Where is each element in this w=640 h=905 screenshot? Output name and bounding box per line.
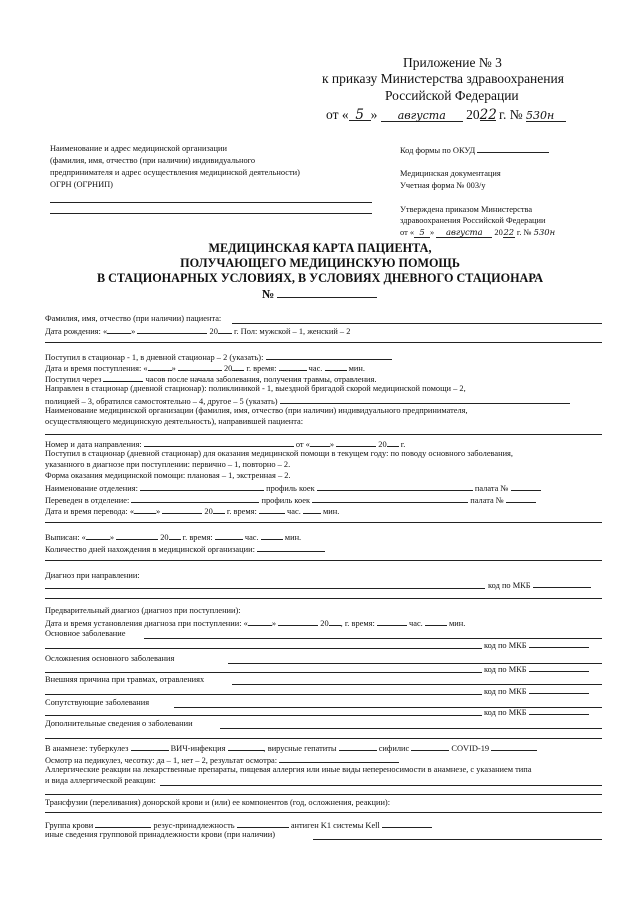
- tb-label: В анамнезе: туберкулез: [45, 744, 129, 753]
- main-disease-line-2[interactable]: [45, 648, 482, 649]
- tdt-hour[interactable]: [259, 505, 285, 514]
- dis-hour[interactable]: [215, 531, 243, 540]
- dob-quote: »: [131, 327, 136, 336]
- department-line: [45, 482, 541, 494]
- blood-group-field[interactable]: [95, 819, 151, 828]
- syphilis-field[interactable]: [411, 742, 449, 751]
- dept-room-field[interactable]: [511, 482, 541, 491]
- approved-handwritten-month: августа: [436, 227, 492, 238]
- main-mkb: [484, 639, 589, 651]
- after-hours[interactable]: [103, 373, 143, 382]
- hepatitis-field[interactable]: [339, 742, 377, 751]
- ref-century: 20: [378, 440, 387, 449]
- tdt-hour-label: час.: [287, 507, 301, 516]
- extra-info-label: Дополнительные сведения о заболевании: [45, 719, 193, 728]
- anamnesis-line: [45, 742, 537, 754]
- separator-1: [45, 342, 602, 343]
- dis-time-label: г. время:: [182, 533, 213, 542]
- date-prefix: от «: [326, 107, 349, 122]
- tdt-year[interactable]: [213, 505, 225, 514]
- date-mid: »: [370, 107, 378, 122]
- pdt-min-label: мин.: [448, 619, 466, 628]
- card-number-sign: №: [262, 287, 275, 301]
- separator-2: [45, 522, 602, 523]
- diag-referral-field[interactable]: [45, 588, 485, 589]
- doc-type-1: Медицинская документация: [400, 169, 501, 178]
- appendix-number: Приложение № 3: [403, 55, 502, 70]
- mkb-field-4[interactable]: [529, 685, 589, 694]
- trans-room-field[interactable]: [506, 494, 536, 503]
- current-year-2: указанного в диагнозе при поступлении: первично – 1, повторно – 2.: [45, 460, 291, 469]
- adm-century: 20: [223, 364, 233, 373]
- allergy-label-1: Аллергические реакции на лекарственные препараты, пищевая аллергия или иные виды непереносимости в анамнезе, с указанием типа: [45, 765, 532, 774]
- hepatitis-label: , вирусные гепатиты: [263, 744, 337, 753]
- discharge-line: [45, 531, 301, 543]
- appendix-order-line: к приказу Министерства здравоохранения: [322, 71, 564, 86]
- adm-day[interactable]: [148, 362, 172, 371]
- complications-mkb: [484, 663, 589, 675]
- trans-room-label: палата №: [470, 496, 504, 505]
- ref-org-1: Наименование медицинской организации (фамилия, имя, отчество (при наличии) индивидуального предпринимателя,: [45, 406, 468, 415]
- days-field[interactable]: [257, 543, 325, 552]
- sent-by-1: Направлен в стационар (дневной стационар): поликлиникой - 1, выездной бригадой скорой медицинской помощи – 2,: [45, 384, 466, 393]
- adm-label: Дата и время поступления: «: [45, 364, 148, 373]
- main-disease-label: Основное заболевание: [45, 629, 126, 638]
- ref-day[interactable]: [310, 438, 330, 447]
- ref-year[interactable]: [387, 438, 399, 447]
- hiv-label: ВИЧ-инфекция: [170, 744, 226, 753]
- adm-month[interactable]: [178, 362, 222, 371]
- complications-line-2[interactable]: [45, 672, 482, 673]
- dept-beds-field[interactable]: [317, 482, 473, 491]
- doc-type-2: Учетная форма № 003/у: [400, 181, 486, 190]
- adm-hour-label: час.: [308, 364, 323, 373]
- dob-day[interactable]: [107, 325, 131, 334]
- pdt-century: 20: [320, 619, 329, 628]
- covid-label: COVID-19: [451, 744, 490, 753]
- concomitant-line-2[interactable]: [45, 715, 482, 716]
- adm-min-label: мин.: [348, 364, 365, 373]
- sent-by-text: полицией – 3, обратился самостоятельно – 4, другое – 5 (указать): [45, 397, 278, 406]
- patient-name-field[interactable]: [232, 323, 602, 324]
- trans-beds-field[interactable]: [312, 494, 468, 503]
- lice-label: Осмотр на педикулез, чесотку: да – 1, нет – 2, результат осмотра:: [45, 756, 278, 765]
- covid-field[interactable]: [491, 742, 537, 751]
- admitted-field[interactable]: [266, 351, 392, 360]
- after-label: Поступил через: [45, 375, 102, 384]
- mkb-label-1: код по МКБ: [488, 581, 531, 590]
- org-line-1[interactable]: [50, 202, 372, 203]
- trans-field[interactable]: [131, 494, 259, 503]
- tdt-century: 20: [204, 507, 213, 516]
- concomitant-label: Сопутствующие заболевания: [45, 698, 150, 707]
- allergy-field[interactable]: [160, 785, 602, 786]
- appendix-federation: Российской Федерации: [385, 88, 519, 103]
- external-cause-line-2[interactable]: [45, 694, 482, 695]
- adm-time-label: г. время:: [246, 364, 277, 373]
- rh-field[interactable]: [237, 819, 289, 828]
- dis-hour-label: час.: [244, 533, 259, 542]
- external-cause-label: Внешняя причина при травмах, отравлениях: [45, 675, 205, 684]
- ref-org-field[interactable]: [45, 434, 602, 435]
- syphilis-label: сифилис: [378, 744, 410, 753]
- pdt-day[interactable]: [248, 617, 272, 626]
- sent-by-other[interactable]: [280, 395, 570, 404]
- ogrn-label: ОГРН (ОГРНИП): [50, 180, 113, 189]
- dis-year[interactable]: [169, 531, 181, 540]
- separator-4: [45, 738, 602, 739]
- approved-line-2: здравоохранения Российской Федерации: [400, 216, 546, 225]
- days-line: [45, 543, 325, 555]
- care-form: Форма оказания медицинской помощи: плановая – 1, экстренная – 2.: [45, 471, 291, 480]
- dis-month[interactable]: [116, 531, 158, 540]
- mkb-label-3: код по МКБ: [484, 665, 527, 674]
- dis-quote: »: [109, 533, 114, 542]
- ref-quote: »: [329, 440, 335, 449]
- org-name-label-1: Наименование и адрес медицинской организации: [50, 144, 227, 153]
- mkb-field-2[interactable]: [529, 639, 589, 648]
- org-name-label-3: предпринимателя и адрес осуществления медицинской деятельности): [50, 168, 300, 177]
- ref-month[interactable]: [336, 438, 376, 447]
- appendix-date-line: [326, 107, 566, 123]
- hiv-field[interactable]: [228, 742, 264, 751]
- ref-number[interactable]: [144, 438, 294, 447]
- card-number: [262, 287, 377, 301]
- prelim-datetime: [45, 617, 465, 629]
- dob-sex: г. Пол: мужской – 1, женский – 2: [234, 327, 351, 336]
- trans-label: Переведен в отделение:: [45, 496, 130, 505]
- pdt-hour[interactable]: [377, 617, 407, 626]
- tdt-min-label: мин.: [322, 507, 340, 516]
- dob-century: 20: [209, 327, 218, 336]
- current-year-1: Поступил в стационар (дневной стационар) для оказания медицинской помощи в текущем году: по поводу основного заболевания,: [45, 449, 514, 458]
- kell-label: антиген K1 системы Kell: [290, 821, 380, 830]
- dob-month[interactable]: [137, 325, 207, 334]
- days-label: Количество дней нахождения в медицинской организации:: [45, 545, 255, 554]
- adm-hour[interactable]: [279, 362, 307, 371]
- approved-date-mid: »: [430, 228, 435, 237]
- admitted-label: Поступил в стационар - 1, в дневной стационар – 2 (указать):: [45, 353, 264, 362]
- adm-min[interactable]: [325, 362, 347, 371]
- complications-label: Осложнения основного заболевания: [45, 654, 175, 663]
- approved-year-prefix: 20: [494, 228, 503, 237]
- pdt-hour-label: час.: [409, 619, 423, 628]
- handwritten-month: августа: [381, 108, 463, 122]
- handwritten-year: 22: [479, 107, 497, 123]
- diag-referral-line-2[interactable]: [45, 598, 602, 599]
- tdt-label: Дата и время перевода: «: [45, 507, 134, 516]
- concomitant-mkb: [484, 706, 589, 718]
- transfer-datetime: [45, 505, 339, 517]
- dept-beds-label: профиль коек: [266, 484, 315, 493]
- org-name-label-2: (фамилия, имя, отчество (при наличии) индивидуального: [50, 156, 256, 165]
- tb-field[interactable]: [131, 742, 169, 751]
- pdt-min[interactable]: [425, 617, 447, 626]
- blood-other-field[interactable]: [313, 839, 602, 840]
- title-line-1: МЕДИЦИНСКАЯ КАРТА ПАЦИЕНТА,: [208, 241, 432, 255]
- title-line-3: В СТАЦИОНАРНЫХ УСЛОВИЯХ, В УСЛОВИЯХ ДНЕВНОГО СТАЦИОНАРА: [96, 271, 544, 285]
- dis-label: Выписан: «: [45, 533, 86, 542]
- approved-line-1: Утверждена приказом Министерства: [400, 205, 533, 214]
- blood-other-label: иные сведения групповой принадлежности крови (при наличии): [45, 830, 276, 839]
- ref-label: Номер и дата направления:: [45, 440, 142, 449]
- allergy-label-2: и вида аллергической реакции:: [45, 776, 156, 785]
- separator-5: [45, 794, 602, 795]
- approved-handwritten-year: 22: [503, 227, 515, 237]
- dis-min[interactable]: [261, 531, 283, 540]
- approved-date-prefix: от «: [400, 228, 415, 237]
- dis-century: 20: [160, 533, 169, 542]
- card-number-field[interactable]: [277, 289, 377, 298]
- diag-referral-mkb: [488, 579, 591, 591]
- okud-label: [400, 144, 549, 156]
- mkb-label-4: код по МКБ: [484, 687, 527, 696]
- approved-number-prefix: г. №: [516, 228, 532, 237]
- transfusion-field[interactable]: [45, 812, 602, 813]
- lice-field[interactable]: [279, 754, 399, 763]
- pdt-month[interactable]: [278, 617, 318, 626]
- dept-label: Наименование отделения:: [45, 484, 138, 493]
- mkb-field-1[interactable]: [533, 579, 591, 588]
- pdt-quote: »: [271, 619, 277, 628]
- dis-day[interactable]: [86, 531, 110, 540]
- approved-handwritten-number: 530н: [533, 227, 556, 237]
- extra-info-field[interactable]: [220, 728, 602, 729]
- tdt-day[interactable]: [134, 505, 156, 514]
- tdt-quote: »: [156, 507, 161, 516]
- approved-date-line: [400, 227, 555, 238]
- tdt-month[interactable]: [162, 505, 202, 514]
- ref-org-2: осуществляющего медицинскую деятельность), направившей пациента:: [45, 417, 304, 426]
- number-prefix: г. №: [498, 107, 523, 122]
- pdt-time-label: , г. время:: [340, 619, 375, 628]
- title-line-2: ПОЛУЧАЮЩЕГО МЕДИЦИНСКУЮ ПОМОЩЬ: [180, 256, 460, 270]
- okud-field[interactable]: [477, 144, 549, 153]
- handwritten-order-number: 530н: [526, 108, 566, 122]
- pdt-year[interactable]: [329, 617, 341, 626]
- separator-3: [45, 560, 602, 561]
- adm-year[interactable]: [232, 362, 244, 371]
- rh-label: резус-принадлежность: [153, 821, 235, 830]
- dob-label: Дата рождения: «: [45, 327, 108, 336]
- handwritten-day: 5: [349, 107, 371, 121]
- mkb-field-5[interactable]: [529, 706, 589, 715]
- after-text: часов после начала заболевания, получения травмы, отравления.: [145, 375, 377, 384]
- tdt-time-label: г. время:: [226, 507, 257, 516]
- year-prefix: 20: [466, 107, 480, 122]
- dept-field[interactable]: [140, 482, 264, 491]
- mkb-label-2: код по МКБ: [484, 641, 527, 650]
- external-cause-mkb: [484, 685, 589, 697]
- mkb-field-3[interactable]: [529, 663, 589, 672]
- blood-group-label: Группа крови: [45, 821, 94, 830]
- dept-room-label: палата №: [474, 484, 509, 493]
- okud-text: Код формы по ОКУД: [400, 146, 476, 155]
- diag-referral-label: Диагноз при направлении:: [45, 571, 140, 580]
- dob-line: [45, 325, 350, 337]
- patient-name-label: Фамилия, имя, отчество (при наличии) пациента:: [45, 314, 222, 323]
- ref-g: г.: [400, 440, 406, 449]
- adm-quote: »: [171, 364, 176, 373]
- trans-beds-label: профиль коек: [261, 496, 311, 505]
- kell-field[interactable]: [382, 819, 432, 828]
- mkb-label-5: код по МКБ: [484, 708, 527, 717]
- dob-year[interactable]: [218, 325, 232, 334]
- transfusion-label: Трансфузии (переливания) донорской крови и (или) ее компонентов (год, осложнения, реакции):: [45, 798, 391, 807]
- pdt-label: Дата и время установления диагноза при поступлении: «: [45, 619, 248, 628]
- prelim-label: Предварительный диагноз (диагноз при поступлении):: [45, 606, 241, 615]
- approved-handwritten-day: 5: [414, 227, 430, 238]
- ref-from: от «: [295, 440, 310, 449]
- tdt-min[interactable]: [303, 505, 321, 514]
- org-line-2[interactable]: [50, 213, 372, 214]
- dis-min-label: мин.: [284, 533, 302, 542]
